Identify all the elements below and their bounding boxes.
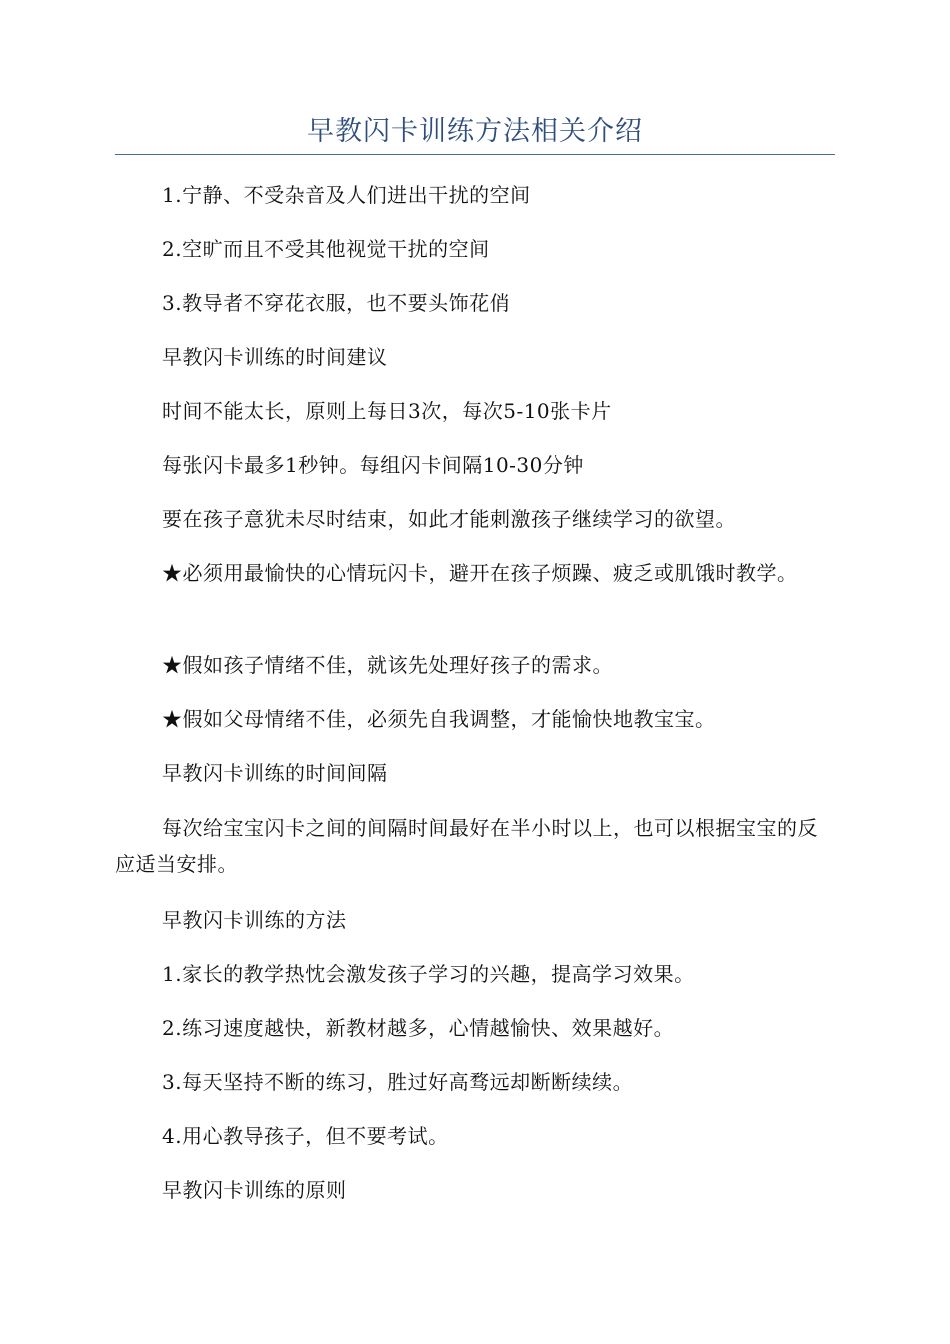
paragraph: ★假如孩子情绪不佳，就该先处理好孩子的需求。 [162,653,613,677]
paragraph: ★假如父母情绪不佳，必须先自我调整，才能愉快地教宝宝。 [162,707,716,731]
paragraph: 时间不能太长，原则上每日3次，每次5-10张卡片 [162,399,612,423]
section-heading: 早教闪卡训练的方法 [162,908,347,932]
paragraph: ★必须用最愉快的心情玩闪卡，避开在孩子烦躁、疲乏或肌饿时教学。 [162,561,798,585]
paragraph: 2.空旷而且不受其他视觉干扰的空间 [162,237,490,261]
paragraph: 1.宁静、不受杂音及人们进出干扰的空间 [162,183,531,207]
paragraph: 要在孩子意犹未尽时结束，如此才能刺激孩子继续学习的欲望。 [162,507,736,531]
section-heading: 早教闪卡训练的时间间隔 [162,761,388,785]
section-heading: 早教闪卡训练的时间建议 [162,345,388,369]
paragraph: 4.用心教导孩子，但不要考试。 [162,1124,449,1148]
paragraph: 每张闪卡最多1秒钟。每组闪卡间隔10-30分钟 [162,453,584,477]
paragraph: 3.教导者不穿花衣服，也不要头饰花俏 [162,291,511,315]
title-underline [115,154,835,155]
document-title: 早教闪卡训练方法相关介绍 [307,116,643,147]
section-heading: 早教闪卡训练的原则 [162,1178,347,1202]
paragraph: 2.练习速度越快，新教材越多，心情越愉快、效果越好。 [162,1016,675,1040]
paragraph: 1.家长的教学热忱会激发孩子学习的兴趣，提高学习效果。 [162,962,695,986]
paragraph: 3.每天坚持不断的练习，胜过好高骛远却断断续续。 [162,1070,634,1094]
paragraph: 每次给宝宝闪卡之间的间隔时间最好在半小时以上，也可以根据宝宝的反应适当安排。 [115,816,818,876]
